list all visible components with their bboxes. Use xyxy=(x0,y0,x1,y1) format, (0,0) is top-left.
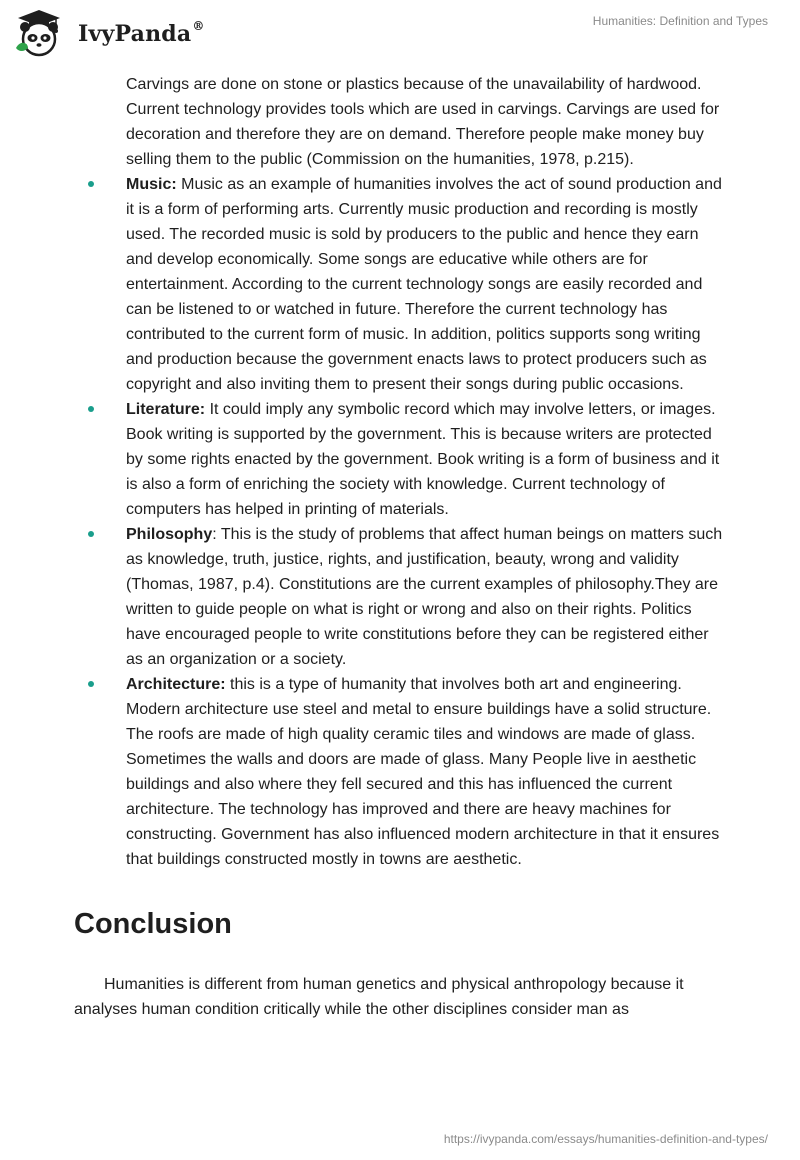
item-term: Architecture: xyxy=(126,676,226,693)
document-title: Humanities: Definition and Types xyxy=(592,14,768,28)
item-text: this is a type of humanity that involves both art and engineering. Modern architecture use steel and metal to ensure buildings have a solid structure. The roofs are made of high quality ceramic tiles and windows are made of glass. Sometimes the walls and doors are made of glass. Many People live in aesthetic buildings and also where they fell secured and this has influenced the current architecture. The technology has improved and there are heavy machines for constructing. Government has also influenced modern architecture in that it ensures that buildings constructed mostly in towns are aesthetic. xyxy=(126,676,720,868)
conclusion-paragraph: Humanities is different from human genetics and physical anthropology because it analyses human condition critically while the other disciplines consider man as xyxy=(74,976,684,1018)
list-item-philosophy xyxy=(126,522,726,672)
item-term: Music: xyxy=(126,176,177,193)
bullet-icon xyxy=(88,531,94,537)
list-item-music xyxy=(126,172,726,397)
essay-content xyxy=(0,72,800,1022)
ivypanda-logo-icon[interactable] xyxy=(14,8,64,58)
list-item-architecture xyxy=(126,672,726,872)
list-item-literature xyxy=(126,397,726,522)
item-text: It could imply any symbolic record which may involve letters, or images. Book writing is supported by the government. This is because writers are protected by some rights enacted by the government. Book writing is a form of business and it is also a form of enriching the society with knowledge. Current technology of computers has helped in printing of materials. xyxy=(126,401,720,518)
item-term: Philosophy xyxy=(126,526,213,543)
bullet-icon xyxy=(88,681,94,687)
item-term: Literature: xyxy=(126,401,206,418)
item-text: Music as an example of humanities involves the act of sound production and it is a form of performing arts. Currently music production and recording is mostly used. The recorded music is sold by producers to the public and hence they earn and develop economically. Some songs are educative while others are for entertainment. According to the current technology songs are easily recorded and can be listened to or watched in future. Therefore the current technology has contributed to the current form of music. In addition, politics supports song writing and production because the government enacts laws to protect producers such as copyright and also inviting them to present their songs during public occasions. xyxy=(126,176,722,393)
brand-name[interactable]: IvyPanda® xyxy=(78,18,205,47)
conclusion-heading: Conclusion xyxy=(74,908,232,940)
humanities-types-list xyxy=(0,172,800,872)
source-url[interactable]: https://ivypanda.com/essays/humanities-definition-and-types/ xyxy=(443,1132,768,1146)
bullet-icon xyxy=(88,406,94,412)
item-text: : This is the study of problems that affect human beings on matters such as knowledge, truth, justice, rights, and justification, beauty, wrong and validity (Thomas, 1987, p.4). Constitutions are the current examples of philosophy.They are written to guide people on what is right or wrong and also on their rights. Politics have encouraged people to write constitutions before they can be registered either as an organization or a society. xyxy=(126,526,723,668)
continuation-paragraph: Carvings are done on stone or plastics because of the unavailability of hardwood. Current technology provides tools which are used in carvings. Carvings are used for decoration and therefore they are on demand. Therefore people make money buy selling them to the public (Commission on the humanities, 1978, p.215). xyxy=(126,76,720,168)
page-header xyxy=(0,0,800,70)
bullet-icon xyxy=(88,181,94,187)
